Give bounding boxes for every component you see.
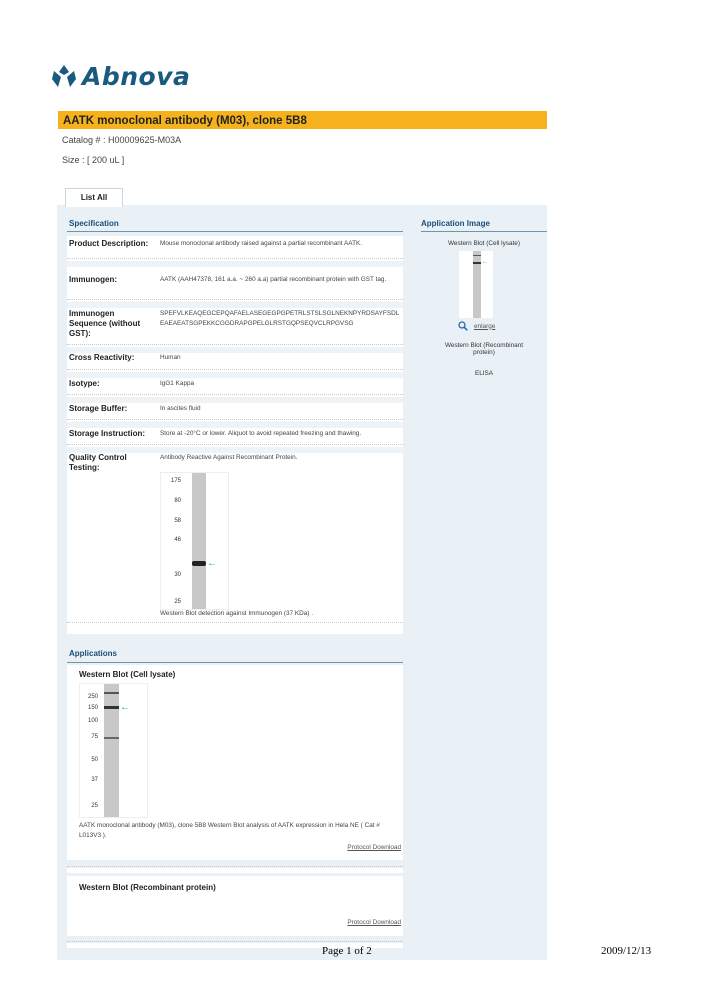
spec-value: Antibody Reactive Against Recombinant Protein. bbox=[160, 454, 298, 461]
marker-label: 46 bbox=[174, 537, 181, 543]
marker-label: 250 bbox=[87, 694, 98, 700]
marker-label: 175 bbox=[170, 478, 181, 484]
enlarge-link[interactable]: enlarge bbox=[474, 322, 496, 330]
spec-value: SPEFVLKEAQEGCEPQAFAELASEGEGPGPETRLSTSLSGLNEKNPYRDSAYFSDLEAEAEATSGPEKKCGGDRAPGPELGLRSTGQPSEQVCLRPGVSG bbox=[160, 310, 400, 327]
spec-value: Human bbox=[160, 354, 181, 361]
thumb-label-elisa: ELISA bbox=[474, 370, 494, 377]
applications-rule bbox=[67, 662, 403, 663]
marker-label: 37 bbox=[91, 777, 98, 783]
wb-recombinant-title: Western Blot (Recombinant protein) bbox=[79, 883, 216, 892]
blot-band bbox=[104, 692, 119, 694]
specification-heading: Specification bbox=[69, 219, 119, 228]
protocol-download-link[interactable]: Protocol Download bbox=[347, 919, 401, 926]
blot-band bbox=[192, 561, 206, 566]
spec-label: Quality Control Testing: bbox=[69, 453, 127, 472]
spec-label: Storage Buffer: bbox=[69, 404, 128, 413]
product-title: AATK monoclonal antibody (M03), clone 5B8 bbox=[63, 115, 307, 127]
blot-band bbox=[104, 706, 119, 709]
marker-label: 80 bbox=[174, 498, 181, 504]
product-size: Size : [ 200 uL ] bbox=[62, 155, 125, 165]
protocol-download-link[interactable]: Protocol Download bbox=[347, 844, 401, 851]
brand-name: Abnova bbox=[82, 61, 191, 91]
thumb-label-wb-cell: Western Blot (Cell lysate) bbox=[448, 240, 520, 247]
wb-cell-lysate-thumbnail[interactable] bbox=[459, 251, 493, 318]
marker-label: 75 bbox=[91, 734, 98, 740]
spec-value: AATK (AAH47378, 161 a.a. ~ 260 a.a) partial recombinant protein with GST tag. bbox=[160, 276, 387, 283]
band-arrow-icon: ← bbox=[120, 702, 130, 713]
spec-label: Immunogen: bbox=[69, 275, 117, 284]
wb-cell-lysate-image[interactable] bbox=[79, 683, 148, 818]
marker-label: 100 bbox=[87, 718, 98, 724]
row-gap bbox=[67, 372, 403, 378]
tab-list-all[interactable]: List All bbox=[65, 188, 123, 207]
enlarge-control[interactable] bbox=[458, 321, 495, 331]
band-arrow-icon: ← bbox=[207, 558, 217, 569]
wb-cell-lysate-title: Western Blot (Cell lysate) bbox=[79, 670, 176, 679]
wb-recombinant-section bbox=[67, 876, 403, 936]
spec-label: Cross Reactivity: bbox=[69, 353, 135, 362]
specification-rule bbox=[67, 231, 403, 232]
catalog-number: Catalog # : H00009625-M03A bbox=[62, 135, 182, 145]
spec-label: Storage Instruction: bbox=[69, 429, 146, 438]
abnova-logo[interactable] bbox=[50, 60, 190, 92]
spec-value: Mouse monoclonal antibody raised against a partial recombinant AATK. bbox=[160, 240, 363, 247]
page-number: Page 1 of 2 bbox=[322, 945, 372, 957]
blot-band bbox=[473, 262, 481, 264]
marker-label: 50 bbox=[91, 757, 98, 763]
specification-table bbox=[67, 236, 403, 629]
spec-label: Product Description: bbox=[69, 239, 149, 248]
band-arrow-icon: ← bbox=[482, 259, 488, 265]
wb-cell-lysate-section bbox=[67, 665, 403, 860]
abnova-logo-icon bbox=[50, 62, 78, 90]
qc-western-blot-image[interactable] bbox=[160, 472, 229, 610]
marker-label: 30 bbox=[174, 572, 181, 578]
blot-band bbox=[104, 737, 119, 739]
row-gap bbox=[67, 302, 403, 308]
application-image-heading: Application Image bbox=[421, 219, 490, 228]
spacer-strip bbox=[67, 629, 403, 634]
application-image-rule bbox=[421, 231, 547, 232]
blot-lane bbox=[192, 473, 206, 609]
qc-blot-caption: Western Blot detection against Immunogen (37 KDa) . bbox=[160, 610, 313, 617]
marker-label: 25 bbox=[174, 599, 181, 605]
applications-heading: Applications bbox=[69, 649, 118, 658]
spec-value: Store at -20°C or lower. Aliquot to avoid repeated freezing and thawing. bbox=[160, 430, 362, 437]
row-gap bbox=[67, 397, 403, 403]
spacer-strip bbox=[67, 868, 403, 873]
spec-label: Isotype: bbox=[69, 379, 100, 388]
spec-value: IgG1 Kappa bbox=[160, 380, 195, 387]
marker-label: 150 bbox=[87, 705, 98, 711]
blot-band bbox=[473, 255, 481, 256]
thumb-label-wb-recombinant: Western Blot (Recombinant protein) bbox=[444, 342, 524, 356]
product-title-bar bbox=[58, 111, 547, 129]
blot-lane bbox=[104, 684, 119, 817]
spec-label: Immunogen Sequence (without GST): bbox=[69, 309, 141, 338]
row-gap bbox=[67, 422, 403, 428]
marker-label: 25 bbox=[91, 803, 98, 809]
print-date: 2009/12/13 bbox=[601, 945, 652, 957]
wb-cell-lysate-caption: AATK monoclonal antibody (M03), clone 5B8 Western Blot analysis of AATK expression in Hela NE ( Cat # L013V3 ). bbox=[79, 822, 380, 839]
magnifier-icon bbox=[458, 321, 468, 331]
spec-value: In ascites fluid bbox=[160, 405, 201, 412]
marker-label: 58 bbox=[174, 518, 181, 524]
row-gap bbox=[67, 261, 403, 267]
